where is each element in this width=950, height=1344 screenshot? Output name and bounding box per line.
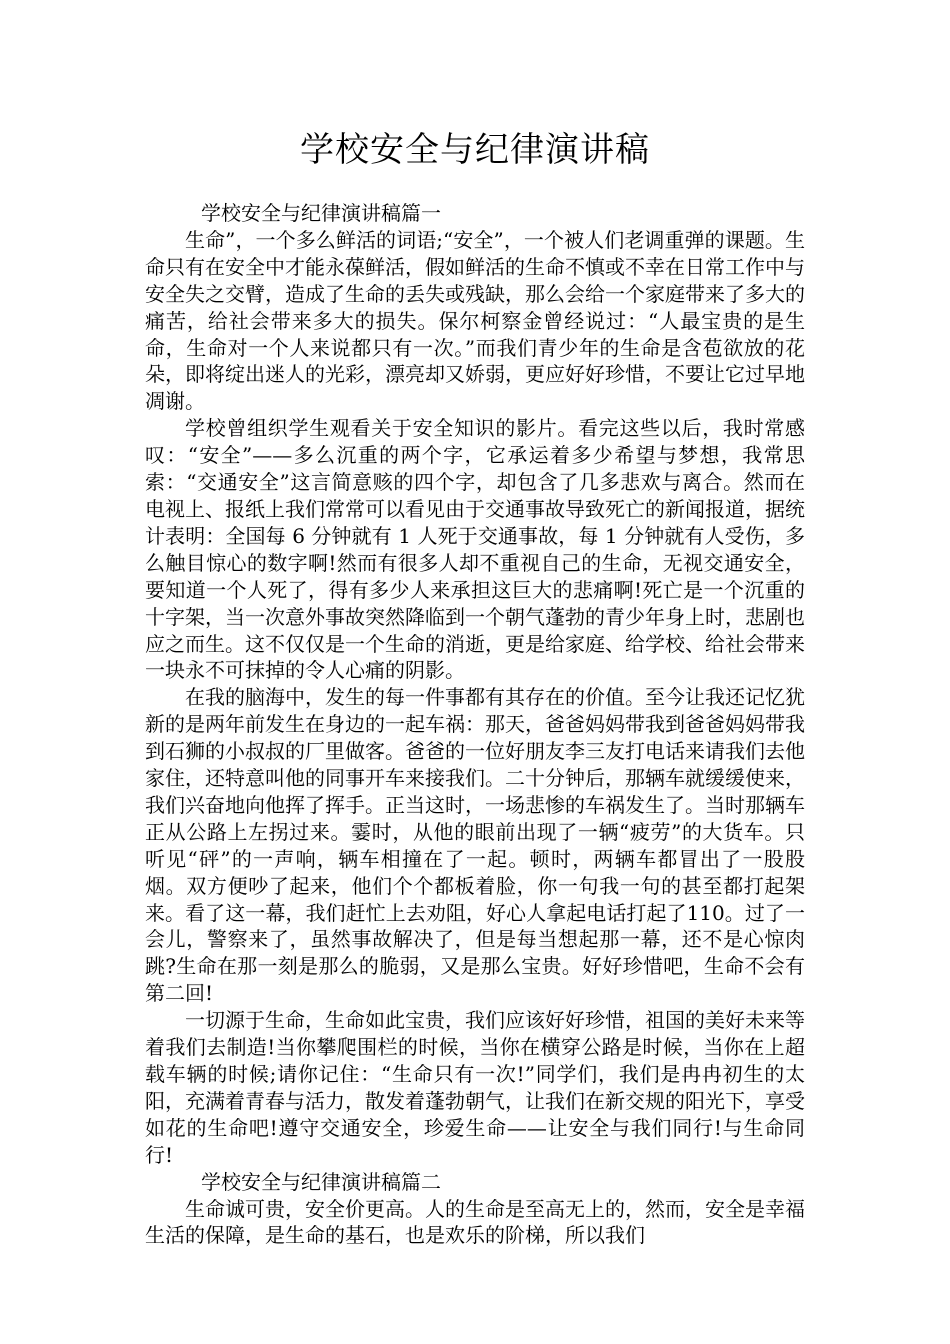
paragraph-2: 学校曾组织学生观看关于安全知识的影片。看完这些以后，我时常感叹：“安全”——多么沉重的两个字，它承运着多少希望与梦想，我常思索：“交通安全”这言简意赅的四个字，却包含了几多悲欢与离合。然而在电视上、报纸上我们常常可以看见由于交通事故导致死亡的新闻报道，据统计表明：全国每 6 分钟就有 1 人死于交通事故，每 1 分钟就有人受伤，多么触目惊心的数字啊!然而有很多人却不重视自己的生命，无视交通安全，要知道一个人死了，得有多少人来承担这巨大的悲痛啊!死亡是一个沉重的十字架，当一次意外事故突然降临到一个朝气蓬勃的青少年身上时，悲剧也应之而生。这不仅仅是一个生命的消逝，更是给家庭、给学校、给社会带来一块永不可抹掉的令人心痛的阴影。 <box>145 416 805 683</box>
document-body <box>145 200 805 1249</box>
paragraph-5: 生命诚可贵，安全价更高。人的生命是至高无上的，然而，安全是幸福生活的保障，是生命的基石，也是欢乐的阶梯，所以我们 <box>145 1196 805 1248</box>
section-heading-1: 学校安全与纪律演讲稿篇一 <box>201 201 441 225</box>
section-heading-2: 学校安全与纪律演讲稿篇二 <box>201 1169 441 1194</box>
document-title: 学校安全与纪律演讲稿 <box>300 130 650 170</box>
paragraph-4: 一切源于生命，生命如此宝贵，我们应该好好珍惜，祖国的美好未来等着我们去制造!当你攀爬围栏的时候，当你在横穿公路是时候，当你在上超载车辆的时候;请你记住：“生命只有一次!”同学们，我们是冉冉初生的太阳，充满着青春与活力，散发着蓬勃朝气，让我们在新交规的阳光下，享受如花的生命吧!遵守交通安全，珍爱生命——让安全与我们同行!与生命同行! <box>145 1008 805 1167</box>
paragraph-1: 生命”，一个多么鲜活的词语;“安全”，一个被人们老调重弹的课题。生命只有在安全中才能永葆鲜活，假如鲜活的生命不慎或不幸在日常工作中与安全失之交臂，造成了生命的丢失或残缺，那么会给一个家庭带来了多大的痛苦，给社会带来多大的损失。保尔柯察金曾经说过：“人最宝贵的是生命，生命对一个人来说都只有一次。”而我们青少年的生命是含苞欲放的花朵，即将绽出迷人的光彩，漂亮却又娇弱，更应好好珍惜，不要让它过早地凋谢。 <box>145 227 805 414</box>
paragraph-3: 在我的脑海中，发生的每一件事都有其存在的价值。至今让我还记忆犹新的是两年前发生在身边的一起车祸：那天，爸爸妈妈带我到爸爸妈妈带我到石狮的小叔叔的厂里做客。爸爸的一位好朋友李三友打电话来请我们去他家住，还特意叫他的同事开车来接我们。二十分钟后，那辆车就缓缓使来，我们兴奋地向他挥了挥手。正当这时，一场悲惨的车祸发生了。当时那辆车正从公路上左拐过来。霎时，从他的眼前出现了一辆“疲劳”的大货车。只听见“砰”的一声响，辆车相撞在了一起。顿时，两辆车都冒出了一股股烟。双方便吵了起来，他们个个都板着脸，你一句我一句的甚至都打起架来。看了这一幕，我们赶忙上去劝阻，好心人拿起电话打起了110。过了一会儿，警察来了，虽然事故解决了，但是每当想起那一幕，还不是心惊肉跳?生命在那一刻是那么的脆弱，又是那么宝贵。好好珍惜吧，生命不会有第二回! <box>145 685 805 1006</box>
